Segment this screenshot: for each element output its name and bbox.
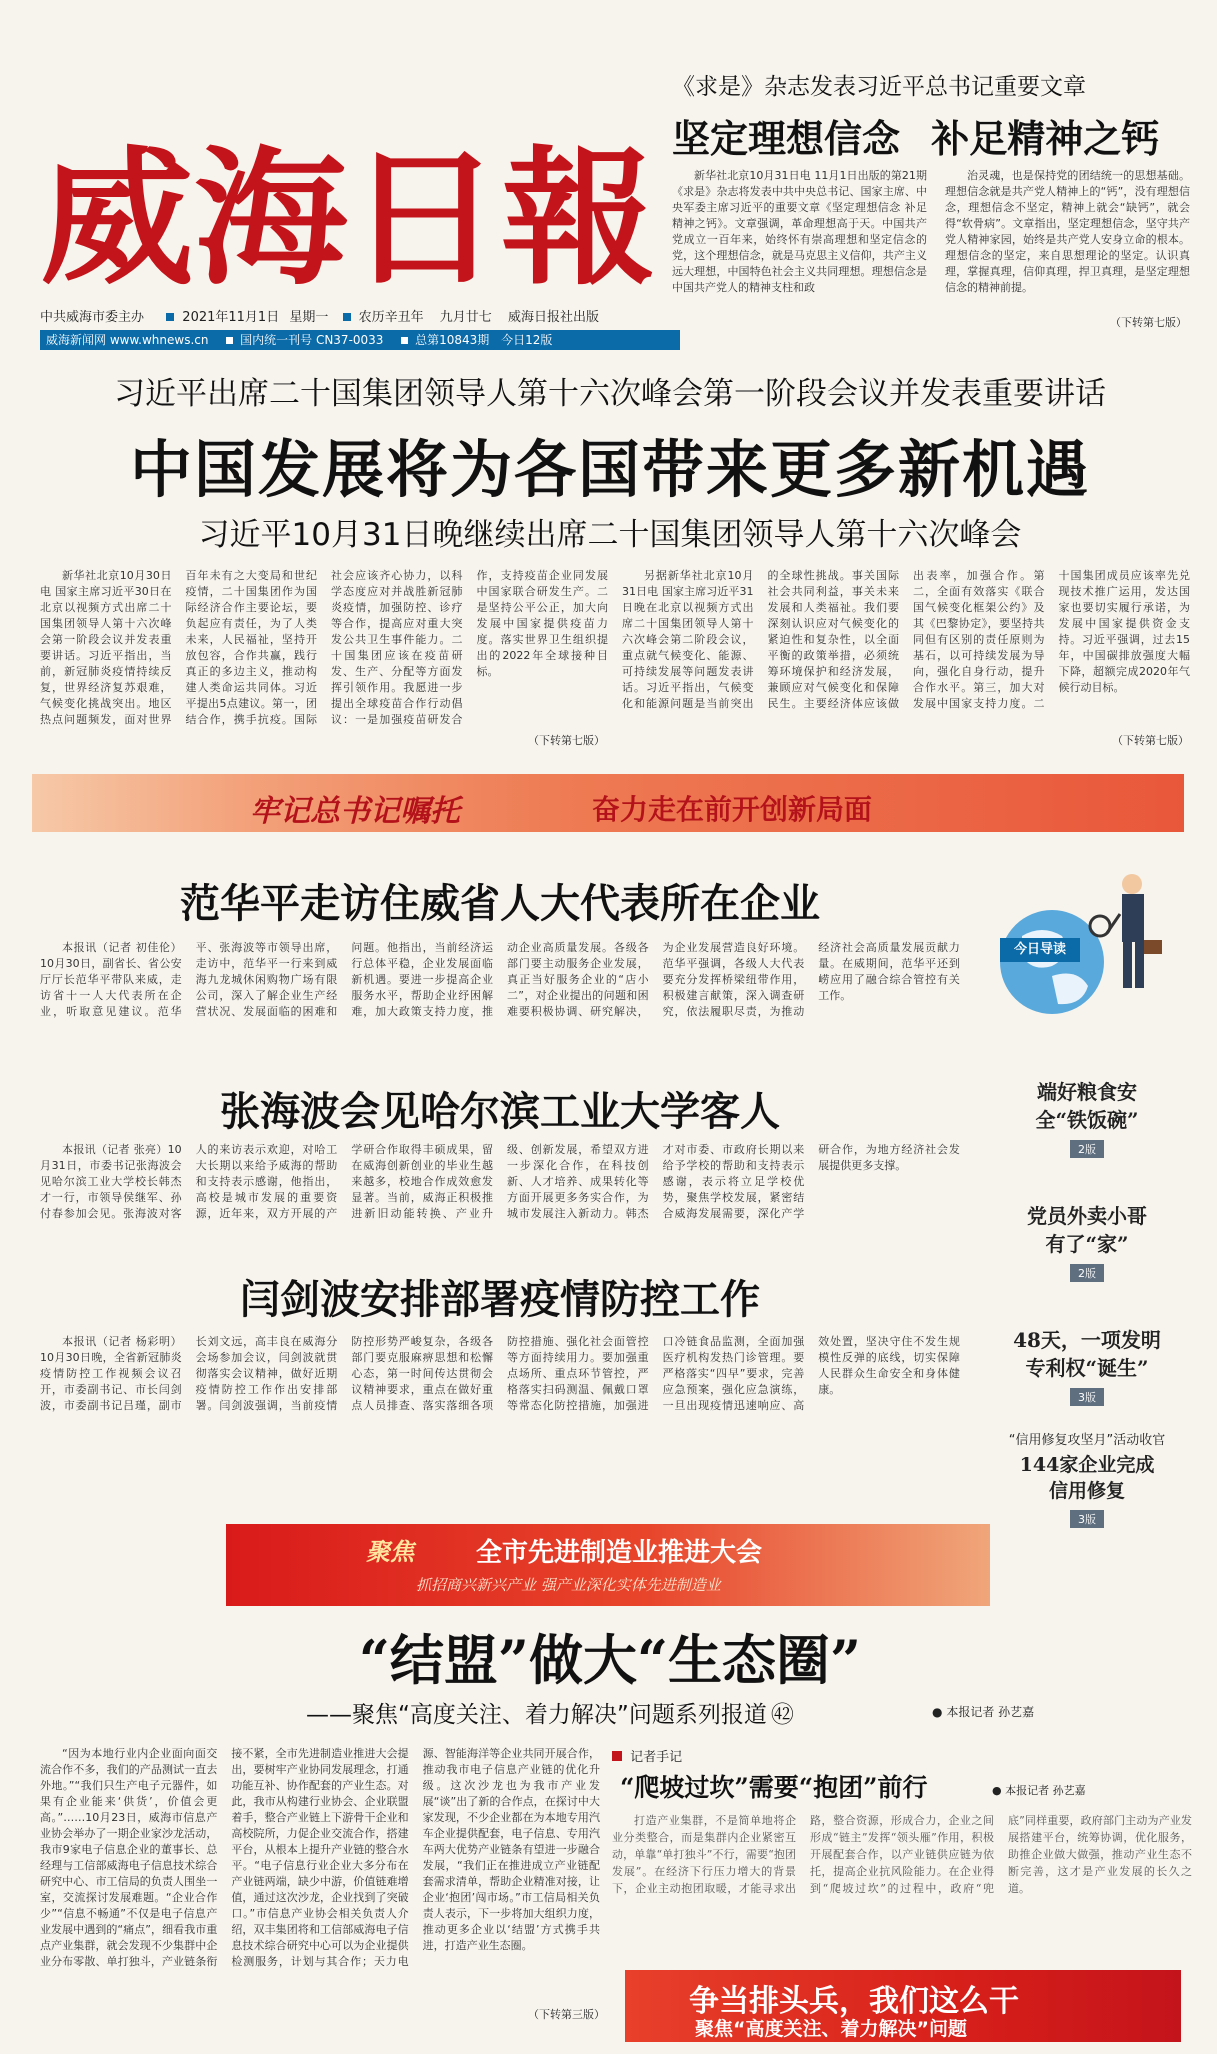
- commentary-body: [612, 1812, 1192, 1962]
- masthead-logo: [40, 120, 660, 295]
- lunar-year: 农历辛丑年: [358, 310, 424, 325]
- story3-text: 本报讯（记者 杨彩明）10月30日晚，全省新冠肺炎疫情防控工作视频会议召开，市委副书记、市长闫剑波，市委副书记吕瑾，副市长刘文远，高丰良在威海分会场参加会议，闫剑波就贯彻落实会议精神，做好近期疫情防控工作作出安排部署。闫剑波强调，当前疫情防控形势严峻复杂，各级各部门要克服麻痹思想和松懈心态，第一时间传达贯彻会议精神要求，重点在做好重点人员排查、落实落细各项防控措施、强化社会面管控等方面持续用力。要加强重点场所、重点环节管控，严格落实扫码测温、佩戴口罩等常态化防控措施，加强进口冷链食品监测，全面加强医疗机构发热门诊管理。要严格落实“四早”要求，完善应急预案，强化应急演练，一旦出现疫情迅速响应、高效处置，坚决守住不发生规模性反弹的底线，切实保障人民群众生命安全和身体健康。: [40, 1335, 960, 1412]
- banner-slogan: 抓招商兴新兴产业 强产业深化实体先进制造业: [416, 1576, 721, 1594]
- sidebar-item-kicker: “信用修复攻坚月”活动收官: [1008, 1433, 1166, 1448]
- lunar-day: 九月廿七: [439, 310, 492, 325]
- sidebar-item-title: 端好粮食安全“铁饭碗”: [1035, 1080, 1139, 1132]
- lead-kicker: 习近平出席二十国集团领导人第十六次峰会第一阶段会议并发表重要讲话: [114, 376, 1106, 412]
- page-badge: 2版: [1070, 1264, 1104, 1282]
- story4-byline: [932, 1703, 1034, 1720]
- top-right-jump[interactable]: （下转第七版）: [1110, 316, 1187, 329]
- banner-manufacturing: [226, 1524, 990, 1606]
- sidebar-item-grain[interactable]: [982, 1078, 1192, 1158]
- bottom-banner: [625, 1970, 1181, 2042]
- sidebar-item-title: 党员外卖小哥有了“家”: [1027, 1204, 1147, 1256]
- issue-date: 2021年11月1日: [182, 310, 280, 325]
- story2-body: [40, 1142, 960, 1278]
- lead-right-jump[interactable]: （下转第七版）: [1112, 734, 1189, 747]
- lead-left-text: 新华社北京10月30日电 国家主席习近平30日在北京以视频方式出席二十国集团领导人第十六次峰会第一阶段会议并发表重要讲话。习近平指出，当前，新冠肺炎疫情持续反复，世界经济复苏艰难，气候变化挑战突出。地区热点问题频发，面对世界百年未有之大变局和世纪疫情，二十国集团作为国际经济合作主要论坛，要负起应有责任，为了人类未来，人民福祉，坚持开放包容，合作共赢，践行真正的多边主义，推动构建人类命运共同体。习近平提出5点建议。第一，团结合作，携手抗疫。国际社会应该齐心协力，以科学态度应对并战胜新冠肺炎疫情，加强防控、诊疗等合作，提高应对重大突发公共卫生事件能力。二十国集团应该在疫苗研发、生产、分配等方面发挥引领作用。我愿进一步提出全球疫苗合作行动倡议：一是加强疫苗研发合作，支持疫苗企业同发展中国家联合研发生产。二是坚持公平公正，加大向发展中国家提供疫苗力度。落实世界卫生组织提出的2022年全球接种目标。: [40, 569, 608, 726]
- story2-text: 本报讯（记者 张亮）10月31日，市委书记张海波会见哈尔滨工业大学校长韩杰才一行，市领导侯继军、孙付春参加会见。张海波对客人的来访表示欢迎，对哈工大长期以来给予威海的帮助和支持表示感谢，他指出，高校是城市发展的重要资源，近年来，双方开展的产学研合作取得丰硕成果，留在威海创新创业的毕业生越来越多，校地合作成效愈发显著。当前，威海正积极推进新旧动能转换、产业升级、创新发展，希望双方进一步深化合作，在科技创新、人才培养、成果转化等方面开展更多务实合作，为城市发展注入新动力。韩杰才对市委、市政府长期以来给予学校的帮助和支持表示感谢，表示将立足学校优势，聚焦学校发展，紧密结合威海发展需要，深化产学研合作，为地方经济社会发展提供更多支撑。: [40, 1143, 960, 1220]
- story4-series-number: ㊷: [770, 1702, 794, 1728]
- story4-body: [40, 1746, 600, 2022]
- story4-text: “因为本地行业内企业面向面交流合作不多，我们的产品测试一直去外地。”“我们只生产电子元器件，如果有企业能来‘供货’，价值会更高。”……10月23日，威海市信息产业协会举办了一期企业家沙龙活动，我市9家电子信息企业的董事长、总经理与工信部威海电子信息技术综合研究中心、市工信局的负责人围坐一室，交流探讨发展难题。“企业合作少”“信息不畅通”不仅是电子信息产业发展中遇到的“痛点”，细看我市重点产业集群，就会发现不少集群中企业分布零散、单打独斗，产业链条衔接不紧，全市先进制造业推进大会提出，要树牢产业协同发展理念，打通功能互补、协作配套的产业生态。对此，我市从构建行业协会、企业联盟着手，整合产业链上下游骨干企业和高校院所，力促企业交流合作，搭建平台，从根本上提升产业链的整合水平。“电子信息行业企业大多分布在产业链两端，缺少中游，价值链难增值，通过这次沙龙，企业找到了突破口。”市信息产业协会相关负责人介绍，双丰集团将和工信部威海电子信息技术综合研究中心可以为企业提供检测服务，计划与其合作；天力电源、智能海洋等企业共同开展合作，推动我市电子信息产业链的优化升级。这次沙龙也为我市产业发展“谈”出了新的合作点，在探讨中大家发现，不少企业都在为本地专用汽车企业提供配套，电子信息、专用汽车两大优势产业链条有望进一步融合发展，“我们正在推进成立产业链配套需求清单，帮助企业精准对接，让企业‘抱团’闯市场。”市工信局相关负责人表示，下一步将加大组织力度，推动更多企业以‘结盟’方式携手共进，打造产业生态圈。: [40, 1747, 600, 1968]
- story3-title: 闫剑波安排部署疫情防控工作: [240, 1276, 760, 1323]
- lead-right-body: [622, 568, 1190, 746]
- lead-left-body: [40, 568, 608, 746]
- title-part-a: 坚定理想信念: [672, 116, 901, 161]
- top-right-kicker: 《求是》杂志发表习近平总书记重要文章: [672, 74, 1086, 100]
- sidebar-item-courier[interactable]: [982, 1202, 1192, 1282]
- top-right-col2: [945, 168, 1190, 314]
- sidebar-header: [1000, 938, 1080, 962]
- page-badge: 3版: [1070, 1510, 1104, 1528]
- story3-body: [40, 1334, 960, 1520]
- masthead-bar: [40, 330, 680, 350]
- story1-title: 范华平走访住威省人大代表所在企业: [180, 880, 820, 927]
- cn-code: 国内统一刊号 CN37-0033: [240, 333, 384, 347]
- bottom-banner-subtitle: 聚焦“高度关注、着力解决”问题: [695, 2018, 967, 2040]
- sidebar-reading-guide: [982, 866, 1192, 1526]
- logo-text: 威海日報: [40, 131, 655, 295]
- top-right-col1: [672, 168, 927, 330]
- commentary-title: “爬坡过坎”需要“抱团”前行: [620, 1773, 928, 1802]
- lead-title: 中国发展将为各国带来更多新机遇: [129, 433, 1090, 506]
- story4-subtitle: [306, 1696, 946, 1729]
- title-part-b: 补足精神之钙: [931, 116, 1160, 161]
- pen-icon: ●: [932, 1705, 943, 1719]
- banner-remember-left: 牢记总书记嘱托: [250, 794, 460, 829]
- story1-text: 本报讯（记者 初佳伦）10月30日，副省长、省公安厅厅长范华平带队来威，走访省十一人大代表所在企业，听取意见建议。范华平、张海波等市领导出席，走访中，范华平一行来到威海九龙城休闲购物广场有限公司，深入了解企业生产经营状况、发展面临的困难和问题。他指出，当前经济运行总体平稳，企业发展面临新机遇。要进一步提高企业服务水平，帮助企业纾困解难，加大政策支持力度，推动企业高质量发展。各级各部门要主动服务企业发展，真正当好服务企业的“店小二”，对企业提出的问题和困难要积极协调、研究解决，为企业发展营造良好环境。范华平强调，各级人大代表要充分发挥桥梁纽带作用，积极建言献策，深入调查研究，依法履职尽责，为推动经济社会高质量发展贡献力量。在威期间，范华平还到崂应用了融合综合管控有关工作。: [40, 941, 960, 1018]
- sidebar-item-credit[interactable]: [982, 1432, 1192, 1528]
- story4-byline-text: 本报记者 孙艺嘉: [946, 1705, 1035, 1719]
- banner-manufacturing-title: 全市先进制造业推进大会: [476, 1538, 763, 1568]
- top-right-text-2: 治灵魂，也是保持党的团结统一的思想基础。理想信念就是共产党人精神上的“钙”，没有理想信念，理想信念不坚定，精神上就会“缺钙”，就会得“软骨病”。文章指出，坚定理想信念，坚守共产党人精神家园，始终是共产党人安身立命的根本。理想信念的坚定，来自思想理论的坚定。认识真理，掌握真理，信仰真理，捍卫真理，是坚定理想信念的精神前提。: [945, 169, 1190, 294]
- issue-number: 总第10843期: [415, 333, 490, 347]
- commentary-kicker: [612, 1746, 682, 1765]
- publisher: 威海日报社出版: [507, 310, 599, 325]
- lead-left-jump[interactable]: （下转第七版）: [528, 734, 605, 747]
- sidebar-item-patent[interactable]: [982, 1326, 1192, 1406]
- story2-title: 张海波会见哈尔滨工业大学客人: [220, 1088, 780, 1135]
- story4-jump[interactable]: （下转第三版）: [528, 2008, 605, 2021]
- pen-icon: ●: [992, 1784, 1002, 1797]
- website-link[interactable]: 威海新闻网 www.whnews.cn: [46, 333, 209, 347]
- weekday: 星期一: [289, 310, 329, 325]
- bottom-banner-title: 争当排头兵，我们这么干: [689, 1984, 1019, 2019]
- page-count: 今日12版: [501, 333, 553, 347]
- banner-remember: [32, 774, 1184, 832]
- page-badge: 3版: [1070, 1388, 1104, 1406]
- page-badge: 2版: [1070, 1140, 1104, 1158]
- sidebar-item-title: 144家企业完成信用修复: [1019, 1454, 1155, 1502]
- commentary-kicker-text: 记者手记: [630, 1750, 683, 1765]
- banner-remember-right: 奋力走在前开创新局面: [592, 793, 873, 826]
- commentary-byline: [992, 1782, 1086, 1798]
- lead-subtitle: 习近平10月31日晚继续出席二十国集团领导人第十六次峰会: [198, 517, 1022, 553]
- masthead-info: [40, 306, 680, 328]
- sidebar-item-title: 48天，一项发明专利权“诞生”: [1013, 1328, 1161, 1380]
- lead-right-text: 另据新华社北京10月31日电 国家主席习近平31日晚在北京以视频方式出席二十国集团领导人第十六次峰会第二阶段会议，重点就气候变化、能源、可持续发展等问题发表讲话。习近平指出，气候变化和能源问题是当前突出的全球性挑战。事关国际社会共同利益，事关未来发展和人类福祉。我们要深刻认识应对气候变化的紧迫性和复杂性，以全面平衡的政策举措，必须统筹环境保护和经济发展，兼顾应对气候变化和保障民生。主要经济体应该做出表率，加强合作。第二，全面有效落实《联合国气候变化框架公约》及其《巴黎协定》，要坚持共同但有区别的责任原则为基石，以可持续发展为导向，强化自身行动，提升合作水平。第三，加大对发展中国家支持力度。二十国集团成员应该率先兑现技术推广运用，发达国家也要切实履行承诺，为发展中国家提供资金支持。习近平强调，过去15年，中国碳排放强度大幅下降，超额完成2020年气候行动目标。: [622, 569, 1190, 710]
- story4-subtitle-text: ——聚焦“高度关注、着力解决”问题系列报道: [306, 1702, 767, 1728]
- commentary-text: 打造产业集群，不是简单地将企业分类整合，而是集群内企业紧密互动，单靠“单打独斗”不行，需要“抱团发展”。在经济下行压力增大的背景下，企业主动抱团取暖，才能寻求出路，整合资源，形成合力，企业之间形成“链主”发挥“领头雁”作用，积极开展配套合作，以产业链供应链为依托，提高企业抗风险能力。在企业得到“爬坡过坎”的过程中，政府“兜底”同样重要，政府部门主动为产业发展搭建平台，统筹协调，优化服务，助推企业做大做强，推动产业生态不断完善，这才是产业发展的长久之道。: [612, 1814, 1192, 1895]
- sponsor: 中共威海市委主办: [40, 310, 145, 325]
- top-right-title: [672, 108, 1202, 163]
- commentary-byline-text: 本报记者 孙艺嘉: [1005, 1784, 1086, 1797]
- sidebar-header-label: 今日导读: [1013, 942, 1066, 957]
- banner-focus: 聚焦: [366, 1537, 414, 1566]
- story4-title: “结盟”做大“生态圈”: [358, 1628, 862, 1692]
- top-right-text-1: 新华社北京10月31日电 11月1日出版的第21期《求是》杂志将发表中共中央总书记、国家主席、中央军委主席习近平的重要文章《坚定理想信念 补足精神之钙》。文章强调，革命理想高于天。中国共产党成立一百年来，始终怀有崇高理想和坚定信念的党，这个理想信念，就是马克思主义信仰，共产主义远大理想，中国特色社会主义共同理想。理想信念是中国共产党人的精神支柱和政: [672, 169, 927, 294]
